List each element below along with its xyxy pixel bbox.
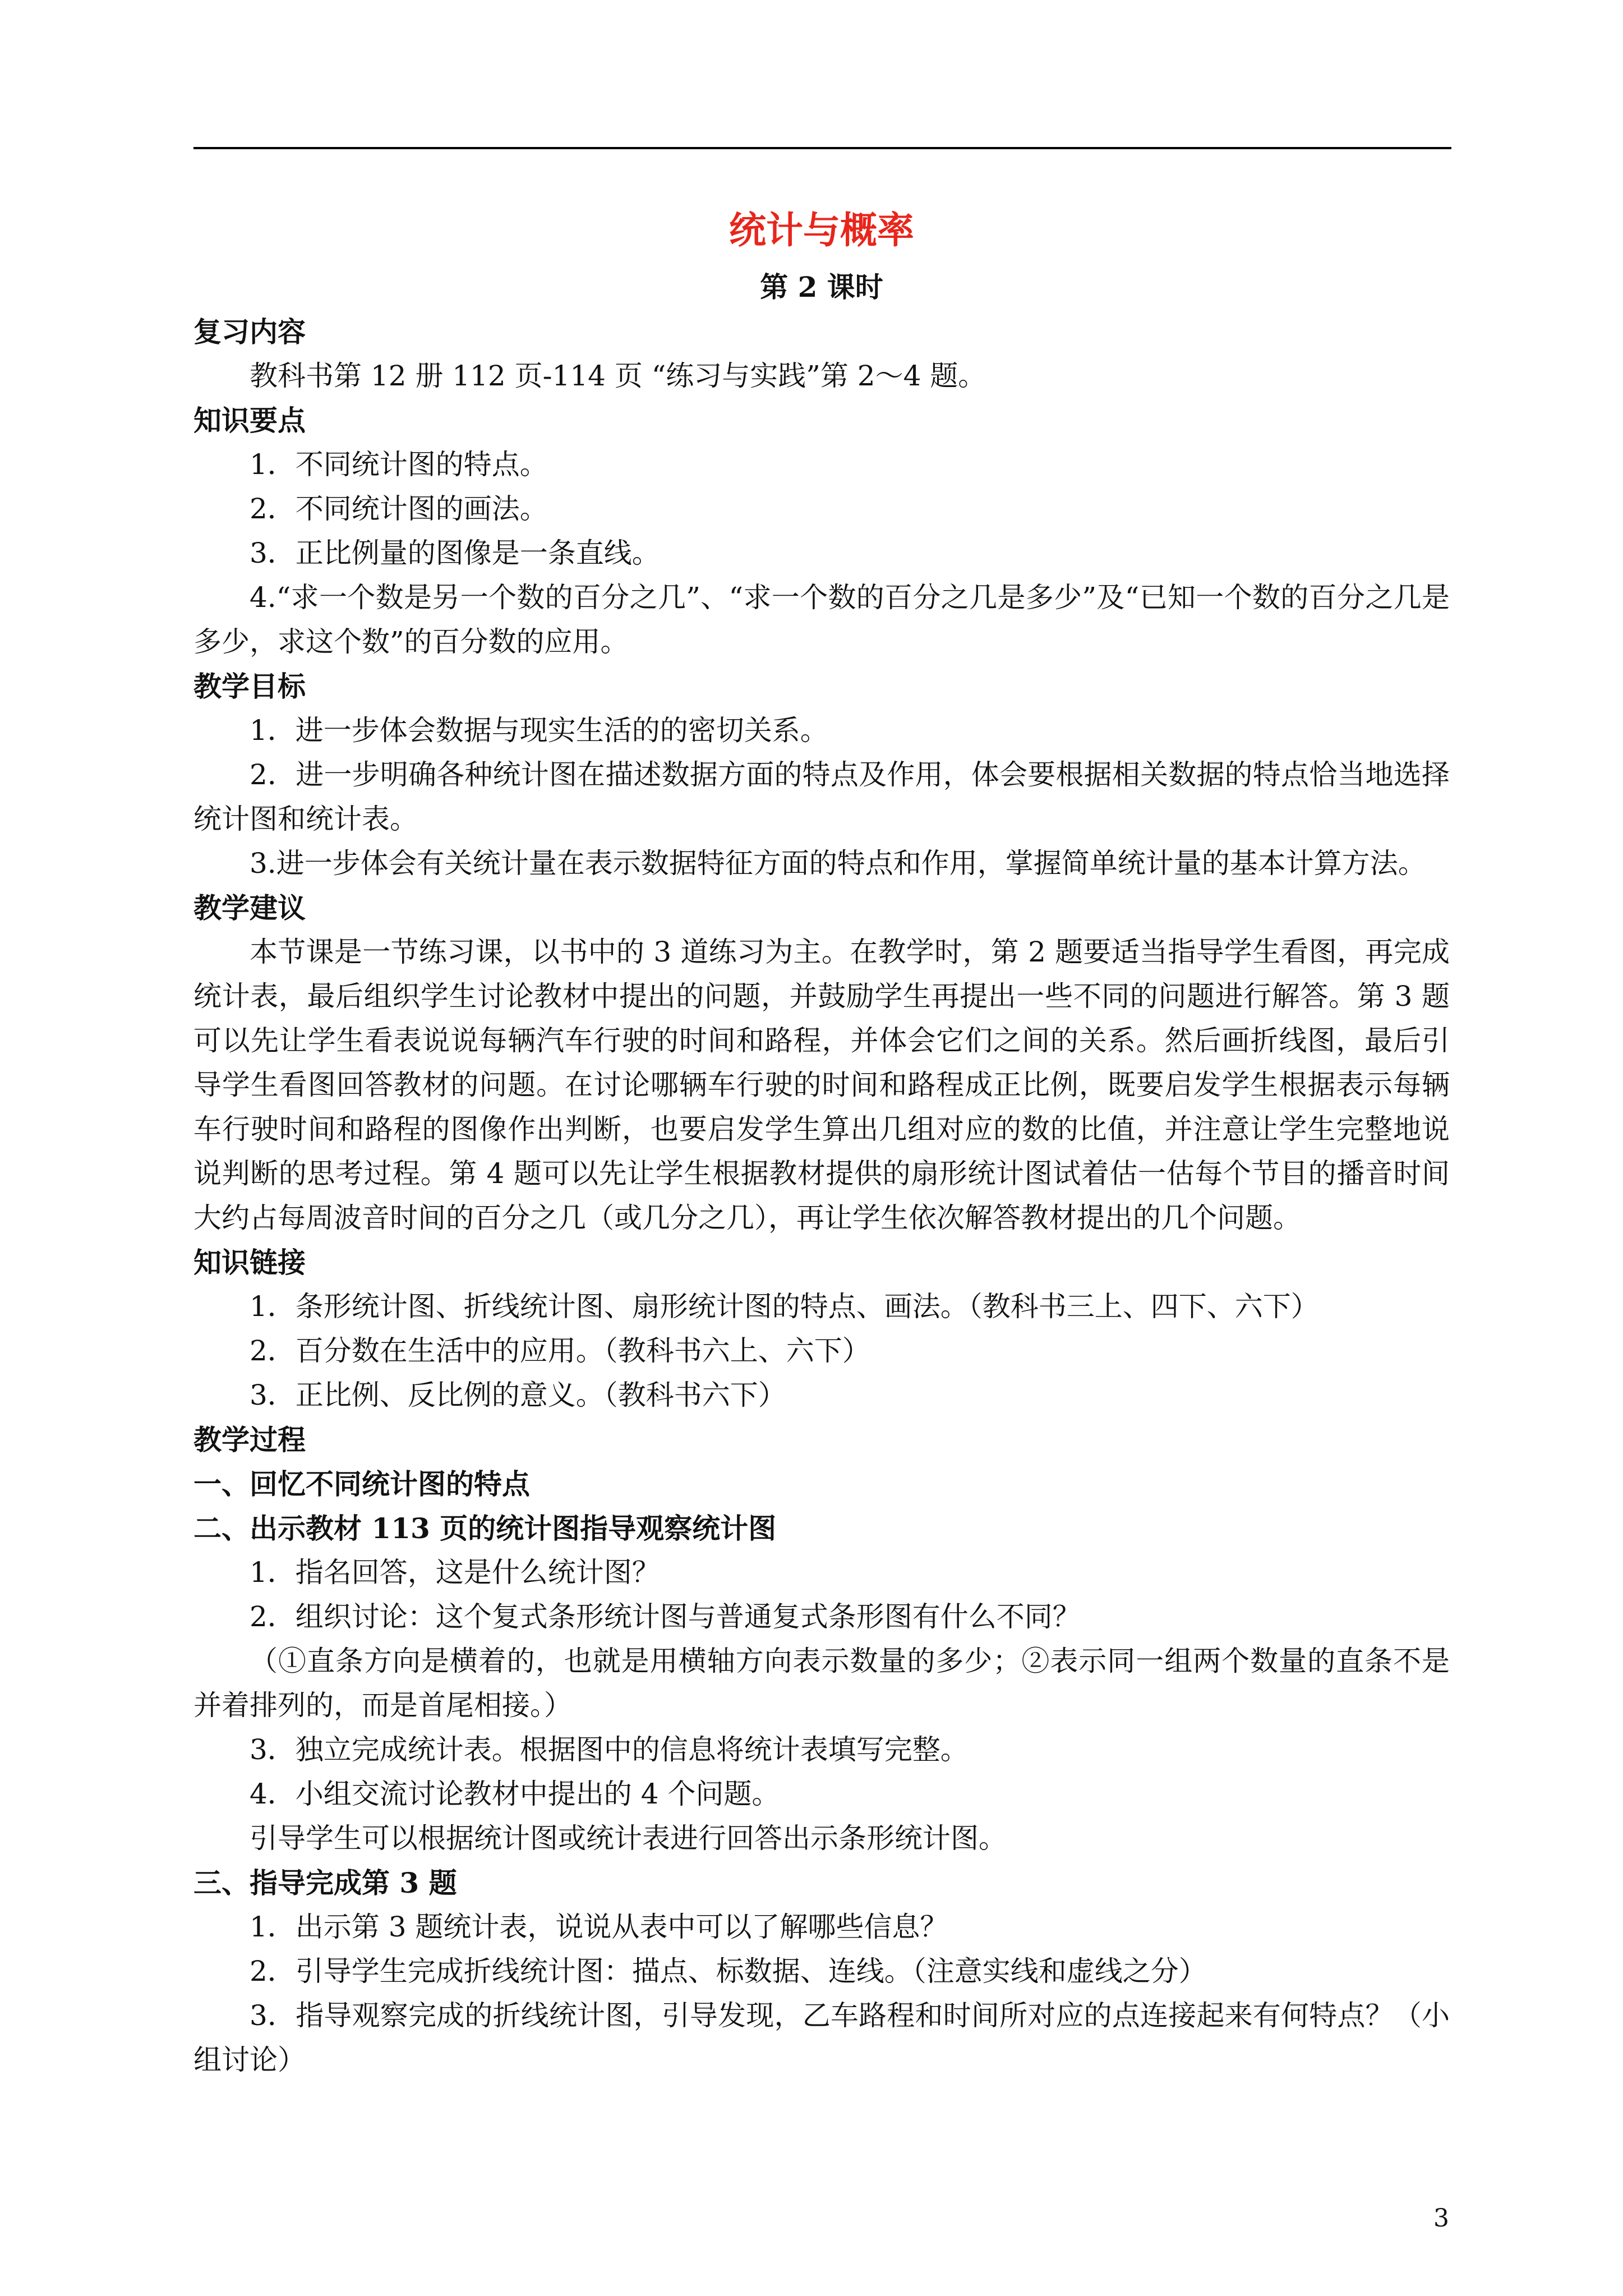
document-title: 统计与概率 (729, 208, 914, 252)
paragraph: 4．小组交流讨论教材中提出的 4 个问题。 (250, 1778, 780, 1810)
header-rule (193, 147, 1451, 149)
section-heading: 教学目标 (193, 670, 306, 703)
section-heading: 三、指导完成第 3 题 (193, 1866, 457, 1899)
section-heading: 二、出示教材 113 页的统计图指导观察统计图 (193, 1512, 777, 1545)
document-subtitle: 第 2 课时 (760, 270, 883, 303)
paragraph: 3．正比例量的图像是一条直线。 (250, 537, 660, 569)
paragraph: 4.“求一个数是另一个数的百分之几”、“求一个数的百分之几是多少”及“已知一个数的百分之几是多少，求这个数”的百分数的应用。 (193, 581, 1450, 658)
section-heading: 教学建议 (193, 891, 306, 924)
paragraph: 3．独立完成统计表。根据图中的信息将统计表填写完整。 (250, 1733, 969, 1766)
paragraph: 3．指导观察完成的折线统计图，引导发现，乙车路程和时间所对应的点连接起来有何特点？（小组讨论） (193, 1999, 1450, 2076)
paragraph: 2．组织讨论：这个复式条形统计图与普通复式条形图有什么不同？ (250, 1600, 1081, 1633)
page-number: 3 (1433, 2204, 1449, 2233)
paragraph: 2．引导学生完成折线统计图：描点、标数据、连线。（注意实线和虚线之分） (250, 1955, 1207, 1987)
paragraph: 2．进一步明确各种统计图在描述数据方面的特点及作用，体会要根据相关数据的特点恰当地选择统计图和统计表。 (193, 758, 1450, 835)
section-heading: 复习内容 (193, 315, 306, 348)
paragraph: 2．百分数在生活中的应用。（教科书六上、六下） (250, 1335, 870, 1367)
paragraph: 3．正比例、反比例的意义。（教科书六下） (250, 1379, 786, 1411)
paragraph: 引导学生可以根据统计图或统计表进行回答出示条形统计图。 (250, 1822, 1007, 1855)
section-heading: 知识链接 (193, 1246, 306, 1279)
paragraph: 1．条形统计图、折线统计图、扇形统计图的特点、画法。（教科书三上、四下、六下） (250, 1290, 1319, 1323)
paragraph: 3.进一步体会有关统计量在表示数据特征方面的特点和作用，掌握简单统计量的基本计算方法。 (250, 847, 1426, 880)
document-body (193, 202, 1450, 2082)
section-heading: 一、回忆不同统计图的特点 (193, 1467, 530, 1501)
paragraph: 1．出示第 3 题统计表，说说从表中可以了解哪些信息？ (250, 1911, 948, 1943)
paragraph: （①直条方向是横着的，也就是用横轴方向表示数量的多少；②表示同一组两个数量的直条不是并着排列的，而是首尾相接。） (193, 1645, 1450, 1722)
paragraph: 2．不同统计图的画法。 (250, 493, 548, 525)
paragraph: 教科书第 12 册 112 页-114 页 “练习与实践”第 2～4 题。 (250, 360, 986, 392)
section-heading: 知识要点 (193, 404, 306, 437)
paragraph: 本节课是一节练习课，以书中的 3 道练习为主。在教学时，第 2 题要适当指导学生看图，再完成统计表，最后组织学生讨论教材中提出的问题，并鼓励学生再提出一些不同的问题进行解答。第 3 题可以先让学生看表说说每辆汽车行驶的时间和路程，并体会它们之间的关系。然后画折线图，最后引导学生看图回答教材的问题。在讨论哪辆车行驶的时间和路程成正比例，既要启发学生根据表示每辆车行驶时间和路程的图像作出判断，也要启发学生算出几组对应的数的比值，并注意让学生完整地说说判断的思考过程。第 4 题可以先让学生根据教材提供的扇形统计图试着估一估每个节目的播音时间大约占每周波音时间的百分之几（或几分之几），再让学生依次解答教材提出的几个问题。 (193, 936, 1450, 1234)
paragraph: 1．指名回答，这是什么统计图？ (250, 1556, 660, 1589)
paragraph: 1．进一步体会数据与现实生活的的密切关系。 (250, 714, 828, 747)
section-heading: 教学过程 (193, 1423, 306, 1456)
paragraph: 1．不同统计图的特点。 (250, 448, 548, 481)
